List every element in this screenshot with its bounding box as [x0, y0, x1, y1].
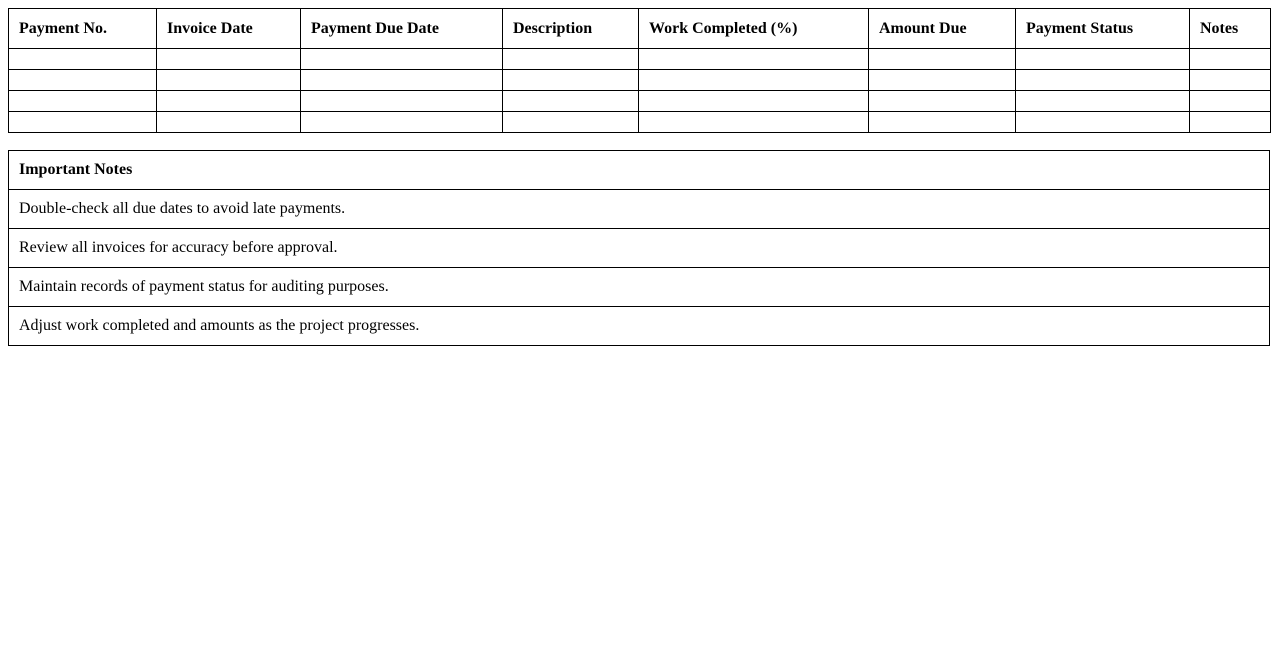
column-header-amount-due: Amount Due — [869, 9, 1016, 49]
table-cell[interactable] — [301, 91, 503, 112]
table-cell[interactable] — [1190, 70, 1271, 91]
notes-title: Important Notes — [9, 151, 1270, 190]
table-cell[interactable] — [869, 70, 1016, 91]
note-row — [9, 268, 1270, 307]
table-cell[interactable] — [639, 112, 869, 133]
column-header-payment-status: Payment Status — [1016, 9, 1190, 49]
column-header-work-completed: Work Completed (%) — [639, 9, 869, 49]
table-cell[interactable] — [639, 70, 869, 91]
table-cell[interactable] — [869, 112, 1016, 133]
note-item: Double-check all due dates to avoid late payments. — [9, 190, 1270, 229]
table-cell[interactable] — [1190, 49, 1271, 70]
table-cell[interactable] — [1016, 112, 1190, 133]
table-cell[interactable] — [9, 112, 157, 133]
important-notes-table — [8, 150, 1270, 346]
table-cell[interactable] — [503, 70, 639, 91]
table-cell[interactable] — [301, 70, 503, 91]
table-cell[interactable] — [503, 49, 639, 70]
table-cell[interactable] — [301, 112, 503, 133]
table-cell[interactable] — [157, 70, 301, 91]
note-item: Review all invoices for accuracy before approval. — [9, 229, 1270, 268]
table-cell[interactable] — [157, 91, 301, 112]
table-row — [9, 91, 1271, 112]
table-cell[interactable] — [157, 112, 301, 133]
column-header-payment-no: Payment No. — [9, 9, 157, 49]
table-cell[interactable] — [503, 91, 639, 112]
column-header-invoice-date: Invoice Date — [157, 9, 301, 49]
table-cell[interactable] — [301, 49, 503, 70]
payment-schedule-table — [8, 8, 1271, 133]
table-header-row — [9, 9, 1271, 49]
note-item: Maintain records of payment status for auditing purposes. — [9, 268, 1270, 307]
column-header-payment-due-date: Payment Due Date — [301, 9, 503, 49]
table-cell[interactable] — [1016, 49, 1190, 70]
table-cell[interactable] — [9, 70, 157, 91]
table-row — [9, 112, 1271, 133]
note-row — [9, 190, 1270, 229]
note-row — [9, 229, 1270, 268]
table-cell[interactable] — [9, 91, 157, 112]
table-cell[interactable] — [1190, 112, 1271, 133]
table-row — [9, 49, 1271, 70]
table-cell[interactable] — [157, 49, 301, 70]
notes-header-row — [9, 151, 1270, 190]
table-cell[interactable] — [639, 91, 869, 112]
table-row — [9, 70, 1271, 91]
column-header-notes: Notes — [1190, 9, 1271, 49]
table-cell[interactable] — [869, 91, 1016, 112]
table-cell[interactable] — [503, 112, 639, 133]
table-cell[interactable] — [1016, 70, 1190, 91]
table-cell[interactable] — [9, 49, 157, 70]
table-cell[interactable] — [1016, 91, 1190, 112]
table-cell[interactable] — [639, 49, 869, 70]
table-cell[interactable] — [1190, 91, 1271, 112]
note-row — [9, 307, 1270, 346]
table-cell[interactable] — [869, 49, 1016, 70]
note-item: Adjust work completed and amounts as the project progresses. — [9, 307, 1270, 346]
column-header-description: Description — [503, 9, 639, 49]
